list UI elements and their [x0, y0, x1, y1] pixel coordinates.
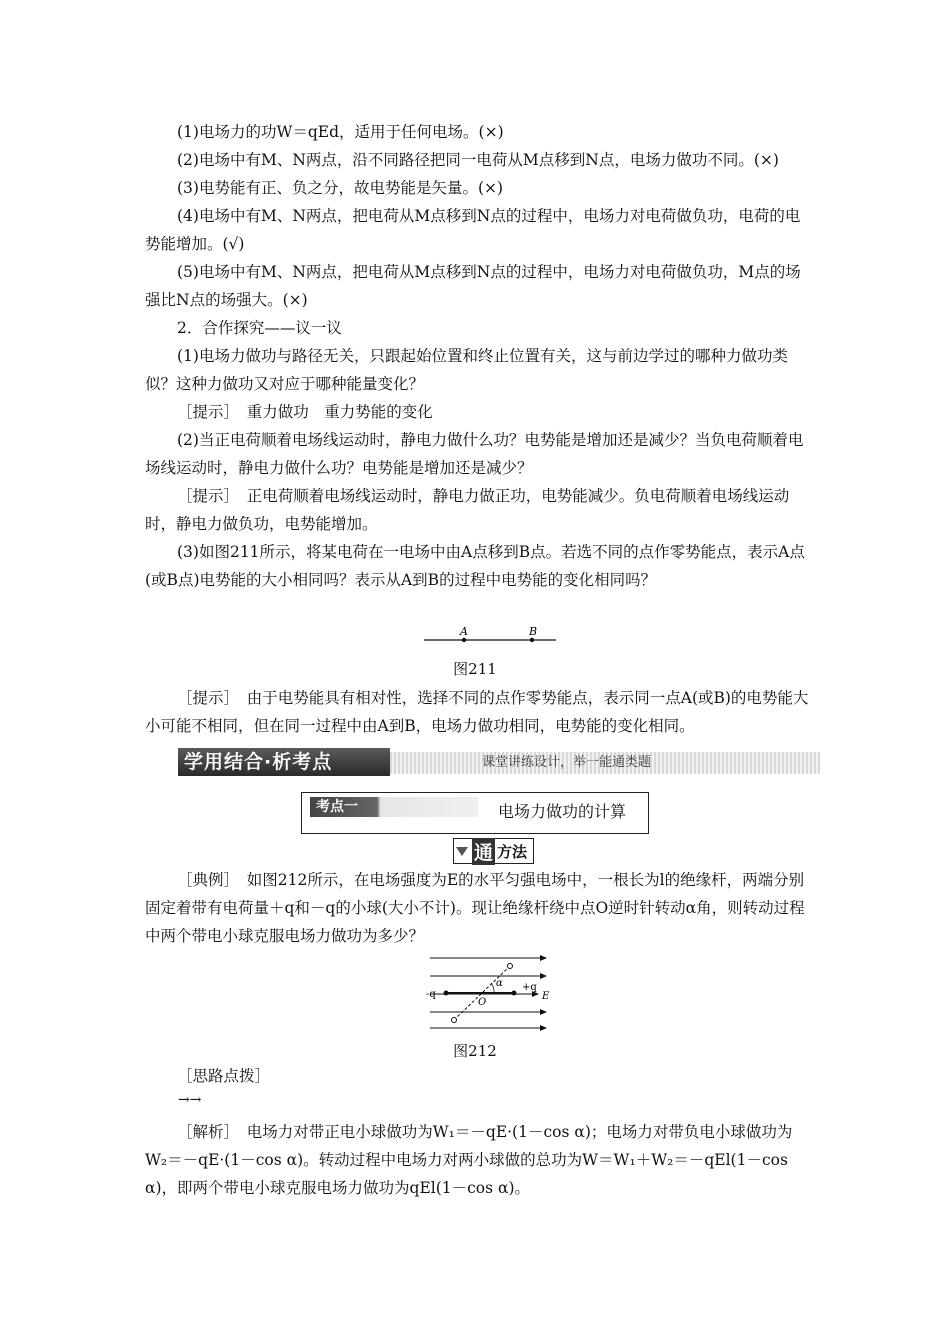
point-a	[462, 638, 466, 642]
triangle-down-icon	[456, 847, 468, 856]
figure-212-caption: 图212	[453, 1042, 497, 1060]
question-2: (2)当正电荷顺着电场线运动时，静电力做什么功？电势能是增加还是减少？当负电荷顺着电场线运动时，静电力做什么功？电势能是增加还是减少？	[145, 431, 804, 477]
neg-charge-dot	[444, 991, 449, 996]
kaodian-box	[301, 792, 649, 834]
answer-3-block	[145, 684, 810, 740]
question-3: (3)如图211所示，将某电荷在一电场中由A点移到B点。若选不同的点作零势能点，表示A点(或B点)电势能的大小相同吗？表示从A到B的过程中电势能的变化相同吗？	[145, 543, 805, 589]
banner-title: 学用结合·析考点	[178, 748, 390, 776]
answer-1: ［提示］ 重力做功 重力势能的变化	[177, 403, 433, 421]
question-1: (1)电场力做功与路径无关，只跟起始位置和终止位置有关，这与前边学过的哪种力做功类似？这种力做功又对应于哪种能量变化？	[145, 347, 788, 393]
figure-211-diagram	[420, 624, 560, 646]
arrows-placeholder: →→	[178, 1092, 202, 1108]
hint-label: ［思路点拨］	[177, 1067, 271, 1085]
solution-text: ［解析］ 电场力对带正电小球做功为W₁＝－qE·(1－cos α)；电场力对带负电小球做功为W₂＝－qE·(1－cos α)。转动过程中电场力对两小球做的总功为W＝W₁＋W₂＝－qEl(1－cos α)，即两个带电小球克服电场力做功为qEl(1－cos α)。	[145, 1123, 793, 1197]
pos-label: +q	[522, 982, 537, 993]
fangfa-text: 方法	[497, 842, 528, 861]
tongfangfa-label	[453, 838, 534, 864]
center-label: O	[478, 997, 487, 1008]
tong-char: 通	[472, 838, 495, 865]
hint-block	[145, 1062, 810, 1090]
point-b	[530, 638, 534, 642]
neg-charge-rotated	[452, 1018, 457, 1023]
kaodian-tag: 考点一	[310, 797, 478, 817]
figure-212-diagram	[424, 952, 554, 1034]
solution-block	[145, 1118, 810, 1202]
judgement-list	[145, 118, 810, 594]
judgement-item-5: (5)电场中有M、N两点，把电荷从M点移到N点的过程中，电场力对电荷做负功，M点的场强比N点的场强大。(×)	[145, 263, 801, 309]
label-b: B	[529, 625, 538, 638]
judgement-item-4: (4)电场中有M、N两点，把电荷从M点移到N点的过程中，电场力对电荷做负功，电荷的电势能增加。(√)	[145, 207, 801, 253]
figure-211-caption: 图211	[453, 660, 497, 678]
judgement-item-1: (1)电场力的功W＝qEd，适用于任何电场。(×)	[177, 123, 504, 141]
example-block	[145, 866, 810, 950]
banner-subtitle: 课堂讲练设计，举一能通类题	[390, 752, 820, 774]
kaodian-title: 电场力做功的计算	[498, 802, 627, 821]
answer-2: ［提示］ 正电荷顺着电场线运动时，静电力做正功，电势能减少。负电荷顺着电场线运动时，静电力做负功，电势能增加。	[145, 487, 790, 533]
answer-3: ［提示］ 由于电势能具有相对性，选择不同的点作零势能点，表示同一点A(或B)的电势能大小可能不相同，但在同一过程中由A到B，电场力做功相同，电势能的变化相同。	[145, 689, 809, 735]
judgement-item-2: (2)电场中有M、N两点，沿不同路径把同一电荷从M点移到N点，电场力做功不同。(×)	[177, 151, 779, 169]
section-banner	[178, 748, 820, 776]
pos-charge-rotated	[508, 964, 513, 969]
label-a: A	[460, 625, 468, 638]
judgement-item-3: (3)电势能有正、负之分，故电势能是矢量。(×)	[177, 179, 504, 197]
angle-label: α	[496, 978, 503, 989]
neg-label: -q	[426, 989, 436, 1000]
example-text: ［典例］ 如图212所示，在电场强度为E的水平匀强电场中，一根长为l的绝缘杆，两端分别固定着带有电荷量＋q和－q的小球(大小不计)。现让绝缘杆绕中点O逆时针转动α角，则转动过程中两个带电小球克服电场力做功为多少？	[145, 871, 805, 945]
section-heading: 2．合作探究——议一议	[177, 319, 342, 337]
pos-charge-dot	[512, 991, 517, 996]
field-label: E	[542, 991, 550, 1002]
